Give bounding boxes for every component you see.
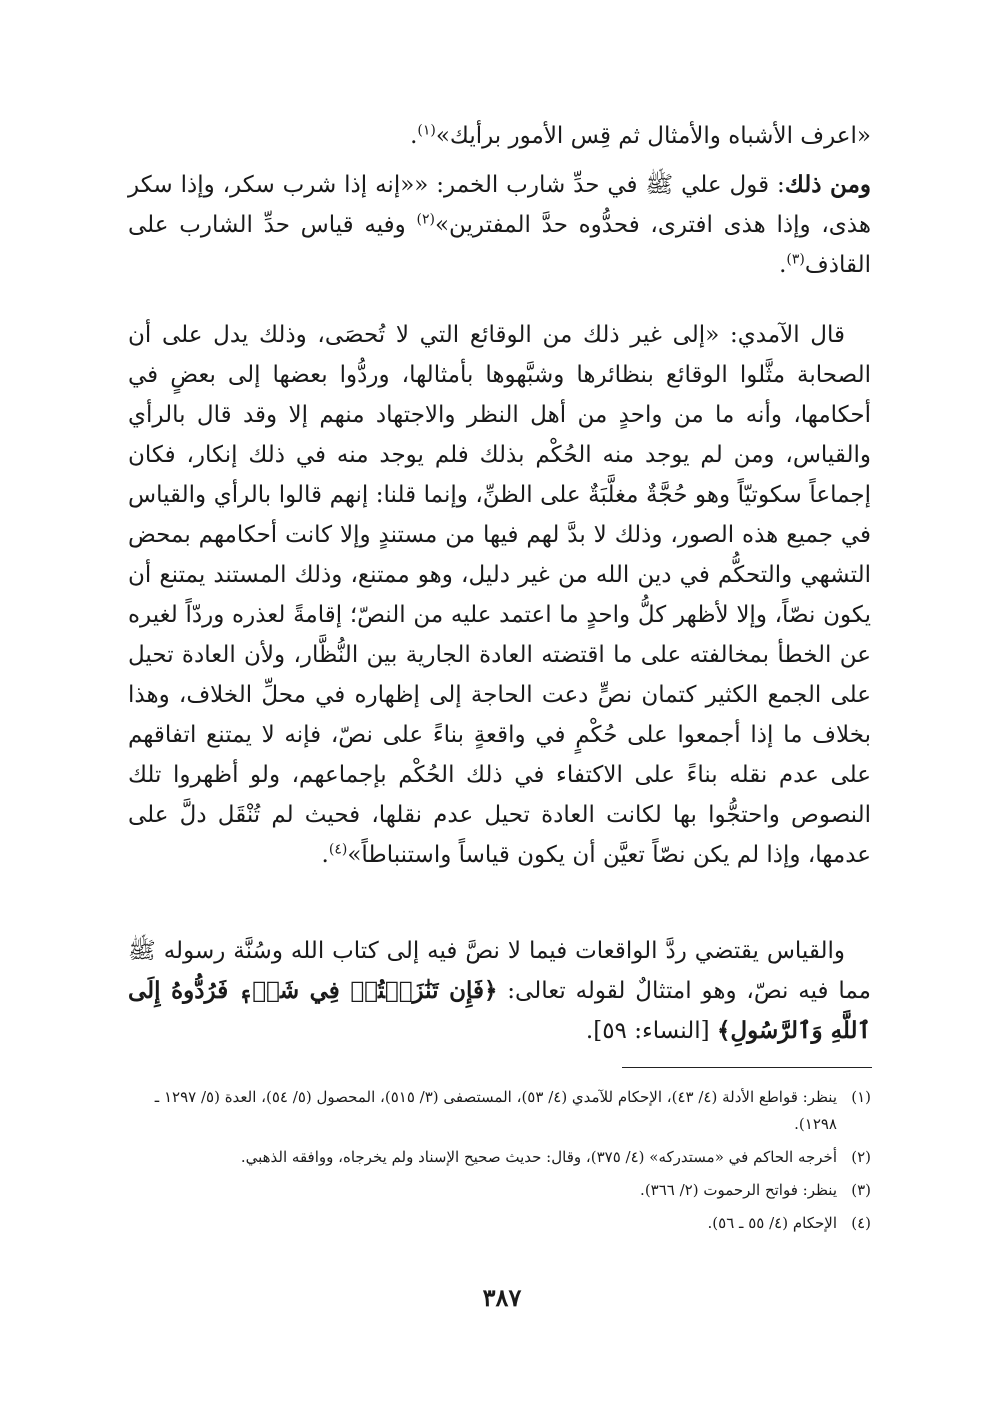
- footnote-text: الإحكام (٤/ ٥٥ ـ ٥٦).: [707, 1214, 837, 1232]
- paragraph-3: [128, 315, 871, 875]
- footnote-item: [128, 1144, 871, 1171]
- paragraph-1: [128, 116, 871, 156]
- footnote-number: (١): [851, 1088, 871, 1106]
- footnote-item: [128, 1177, 871, 1204]
- paragraph-3-text: قال الآمدي: «إلى غير ذلك من الوقائع التي لا تُحصَى، وذلك يدل على أن الصحابة مثَّلوا الوقائع بنظائرها وشبَّهوها بأمثالها، وردُّوا بعضها إلى بعضٍ في أحكامها، وأنه ما من واحدٍ من أهل النظر والاجتهاد منهم إلا وقد قال بالرأي والقياس، ومن لم يوجد منه الحُكْم بذلك فلم يوجد منه في ذلك إنكار، فكان إجماعاً سكوتيّاً وهو حُجَّةٌ مغلَّبَةٌ على الظنِّ، وإنما قلنا: إنهم قالوا بالرأي والقياس في جميع هذه الصور، وذلك لا بدَّ لهم فيها من مستندٍ وإلا كانت أحكامهم بمحض التشهي والتحكُّم في دين الله من غير دليل، وهو ممتنع، وذلك المستند يمتنع أن يكون نصّاً، وإلا لأظهر كلُّ واحدٍ ما اعتمد عليه من النصّ؛ إقامةً لعذره وردّاً لغيره عن الخطأ بمخالفته على ما اقتضته العادة الجارية بين النُّظَّار، ولأن العادة تحيل على الجمع الكثير كتمان نصٍّ دعت الحاجة إلى إظهاره في محلِّ الخلاف، وهذا بخلاف ما إذا أجمعوا على حُكْمٍ في واقعةٍ بناءً على نصّ، فإنه لا يمتنع اتفاقهم على عدم نقله بناءً على الاكتفاء في ذلك الحُكْم بإجماعهم، ولو أظهروا تلك النصوص واحتجُّوا بها لكانت العادة تحيل عدم نقلها، فحيث لم تُنْقَل دلَّ على عدمها، وإذا لم يكن نصّاً تعيَّن أن يكون قياساً واستنباطاً»: [128, 322, 871, 868]
- footnote-ref-4: (٤): [328, 841, 348, 858]
- paragraph-1-text: «اعرف الأشباه والأمثال ثم قِس الأمور برأيك»: [435, 123, 871, 149]
- footnote-item: [128, 1084, 871, 1138]
- footnote-number: (٣): [851, 1181, 871, 1199]
- paragraph-2-text-b: وفيه قياس حدِّ الشارب على القاذف: [128, 212, 871, 278]
- paragraph-2-lead: ومن ذلك: [784, 171, 871, 198]
- footnote-number: (٢): [851, 1148, 871, 1166]
- paragraph-4: [128, 931, 871, 1051]
- footnote-item: [128, 1210, 871, 1237]
- footnote-ref-3: (٣): [786, 251, 805, 268]
- paragraph-2: [128, 165, 871, 285]
- footnotes: [128, 1084, 871, 1243]
- quran-verse: ﴿فَإِن تَنَٰزَعۡتُمۡ فِي شَيۡءٖ فَرُدُّوهُ إِلَى ٱللَّهِ وَٱلرَّسُولِ﴾: [128, 977, 871, 1044]
- page-number: ٣٨٧: [482, 1283, 522, 1312]
- paragraph-4-text: والقياس يقتضي ردَّ الواقعات فيما لا نصَّ فيه إلى كتاب الله وسُنَّة رسوله ﷺ مما فيه نصّ، وهو امتثالٌ لقوله تعالى:: [128, 938, 872, 1004]
- paragraph-1-end: .: [410, 123, 418, 149]
- paragraph-2-end: .: [779, 252, 787, 278]
- footnote-text: ينظر: فواتح الرحموت (٢/ ٣٦٦).: [640, 1181, 837, 1199]
- footnote-divider: [622, 1067, 872, 1068]
- verse-reference: [النساء: ٥٩].: [585, 1018, 717, 1044]
- paragraph-3-end: .: [321, 842, 329, 868]
- footnote-ref-2: (٢): [416, 211, 435, 228]
- footnote-number: (٤): [851, 1214, 871, 1232]
- paragraph-2-text-a: : قول علي ﷺ في حدِّ شارب الخمر: ««إنه إذا شرب سكر، وإذا سكر هذى، وإذا هذى افترى، فحدُّوه حدَّ المفترين»: [128, 172, 871, 238]
- footnote-ref-1: (١): [417, 122, 436, 139]
- footnote-text: أخرجه الحاكم في «مستدركه» (٤/ ٣٧٥)، وقال: حديث صحيح الإسناد ولم يخرجاه، ووافقه الذهبي.: [240, 1148, 837, 1166]
- footnote-text: ينظر: قواطع الأدلة (٤/ ٤٣)، الإحكام للآمدي (٤/ ٥٣)، المستصفى (٣/ ٥١٥)، المحصول (٥/ ٥٤)، العدة (٥/ ١٢٩٧ ـ ١٢٩٨).: [154, 1088, 837, 1133]
